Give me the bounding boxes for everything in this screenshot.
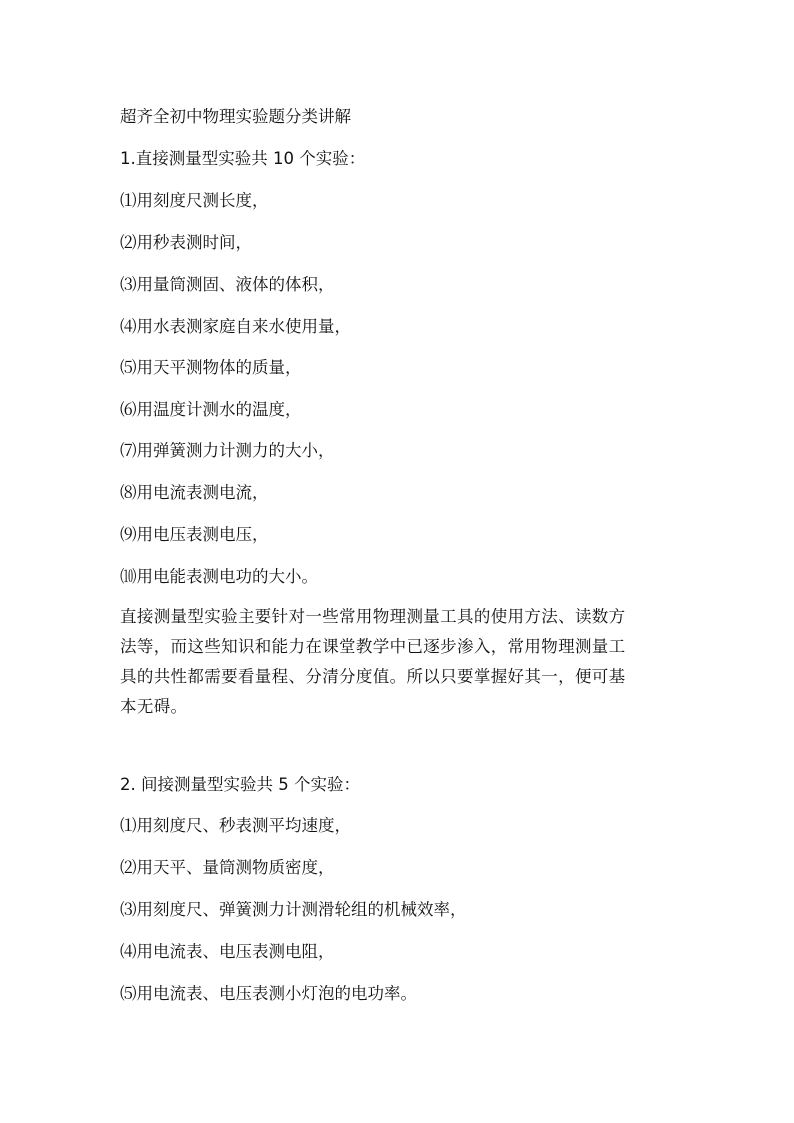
section2-item: ⑵用天平、量筒测物质密度， [120,858,335,877]
section1-item: ⑻用电流表测电流， [120,483,269,502]
section1-heading: 1.直接测量型实验共 10 个实验： [120,149,366,168]
summary-line: 法等，而这些知识和能力在课堂教学中已逐步渗入，常用物理测量工 [120,637,626,656]
section1-item: ⑷用水表测家庭自来水使用量， [120,317,351,336]
section2-item: ⑴用刻度尺、秒表测平均速度， [120,816,351,835]
section1-summary [120,606,678,726]
document-title: 超齐全初中物理实验题分类讲解 [120,107,351,126]
section1-item: ⑺用弹簧测力计测力的大小， [120,441,335,460]
section1-item: ⑶用量筒测固、液体的体积， [120,275,335,294]
section2-heading: 2. 间接测量型实验共 5 个实验： [120,775,360,794]
section1-item: ⑴用刻度尺测长度， [120,191,269,210]
section1-item: ⑵用秒表测时间， [120,233,252,252]
section2-item: ⑸用电流表、电压表测小灯泡的电功率。 [120,984,417,1003]
section2-item: ⑶用刻度尺、弹簧测力计测滑轮组的机械效率， [120,900,467,919]
section1-item: ⑸用天平测物体的质量， [120,358,302,377]
summary-line: 具的共性都需要看量程、分清分度值。所以只要掌握好其一，便可基 [120,667,626,686]
section1-item: ⑹用温度计测水的温度， [120,400,302,419]
section1-item: ⑼用电压表测电压， [120,525,269,544]
section1-item: ⑽用电能表测电功的大小。 [120,567,318,586]
summary-line: 直接测量型实验主要针对一些常用物理测量工具的使用方法、读数方 [120,607,626,626]
summary-line: 本无碍。 [120,697,188,716]
section2-item: ⑷用电流表、电压表测电阻， [120,942,335,961]
